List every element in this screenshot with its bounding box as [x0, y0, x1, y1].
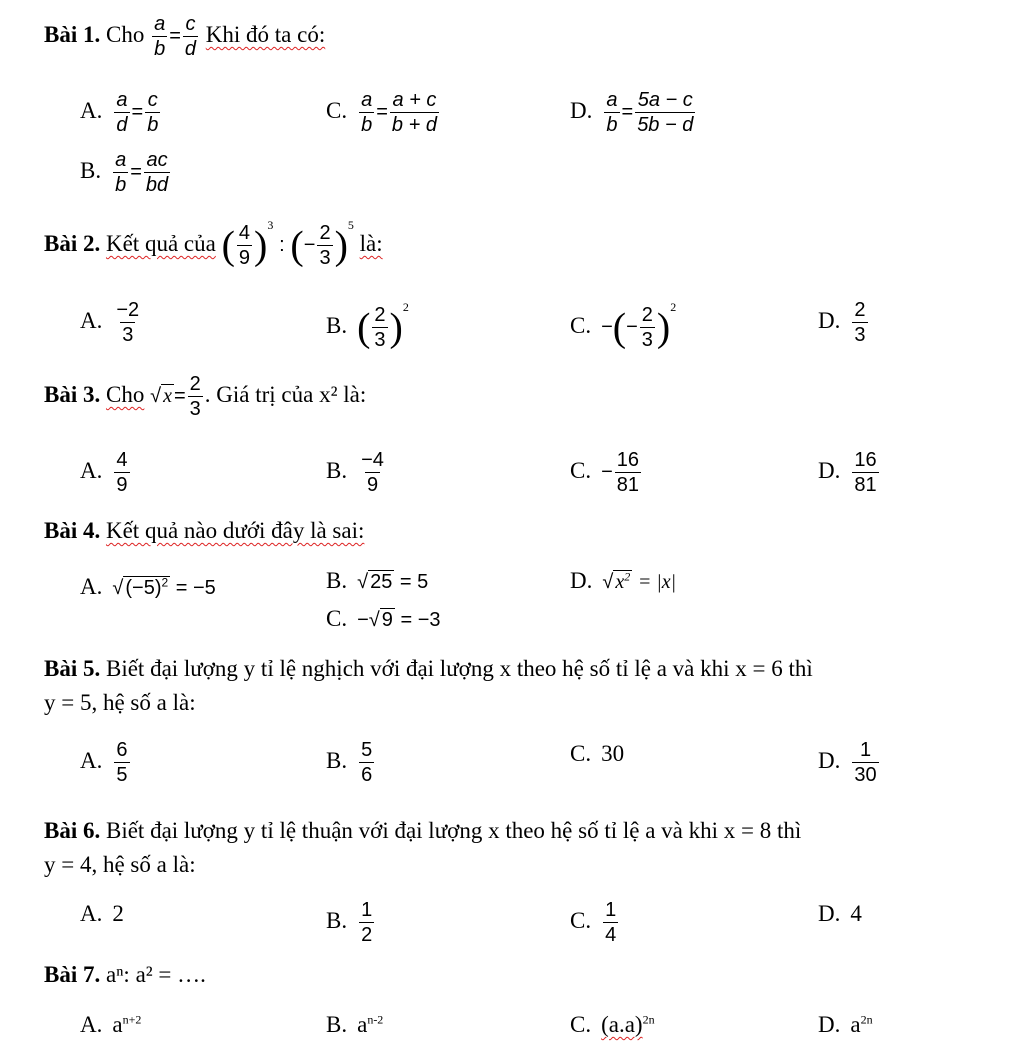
q4-text: Kết quả nào dưới đây là sai: [105, 518, 365, 543]
q7-text: aⁿ: a² = …. [105, 962, 206, 987]
q3-option-c[interactable]: C. − $\frac{16}{81}$ [570, 449, 640, 496]
q6-line2: y = 4, hệ số a là: [44, 852, 196, 877]
q6-option-d[interactable]: D. 4 [818, 901, 862, 926]
q5-option-b[interactable]: B. $\frac{5}{6}$ [326, 739, 373, 786]
q4-option-b[interactable]: B. √ 25 = 5 [326, 568, 429, 593]
q7-header [44, 962, 206, 988]
q6-header [44, 818, 801, 844]
q1-text-b: Khi đó ta có: [205, 21, 326, 47]
q5-line2: y = 5, hệ số a là: [44, 690, 196, 715]
q7-option-b[interactable]: B. $a^{n-2}$ [326, 1012, 384, 1037]
q5-line1: Biết đại lượng y tỉ lệ nghịch với đại lượng x theo hệ số tỉ lệ a và khi x = 6 thì [105, 656, 813, 681]
q2-option-d[interactable]: D. $\frac{2}{3}$ [818, 299, 866, 346]
q5-option-c[interactable]: C. 30 [570, 741, 625, 766]
q2-option-c[interactable]: C. −(− $\frac{2}{3}$ )$^2$ [570, 300, 677, 352]
q1-option-b[interactable]: B. $\frac{a}{b}$ = $\frac{ac}{bd}$ [80, 149, 169, 196]
q1-option-a[interactable]: A. $\frac{a}{d}$ = $\frac{c}{b}$ [80, 89, 159, 136]
q4-option-a[interactable]: A. √ $(-5)^2 = -5$ [80, 574, 216, 599]
q5-header [44, 656, 813, 682]
q7-title: Bài 7. [44, 962, 101, 987]
q2-option-a[interactable]: A. $\frac{-2}{3}$ [80, 299, 140, 346]
q1-header [44, 14, 325, 59]
q3-header: Bài 3. Cho √ x = $\frac{2}{3}$ . Giá trị của x² là: [44, 373, 367, 420]
q4-option-c[interactable]: C. −√ 9 = −3 [326, 606, 441, 631]
q1-title: Bài 1. [44, 21, 101, 47]
q4-header [44, 518, 364, 544]
q3-option-a[interactable]: A. $\frac{4}{9}$ [80, 449, 128, 496]
q3-option-d[interactable]: D. $\frac{16}{81}$ [818, 449, 877, 496]
q6-title: Bài 6. [44, 818, 101, 843]
q3-option-b[interactable]: B. $\frac{-4}{9}$ [326, 449, 384, 496]
q6-line1: Biết đại lượng y tỉ lệ thuận với đại lượng x theo hệ số tỉ lệ a và khi x = 8 thì [105, 818, 802, 843]
q3-text-a: Cho [105, 381, 145, 407]
q4-title: Bài 4. [44, 518, 101, 543]
q1-eq: = [169, 24, 181, 47]
q6-option-a[interactable]: A. 2 [80, 901, 124, 926]
q1-frac-a-b: $\frac{a}{b}$ [154, 13, 166, 60]
q1-frac-c-d: $\frac{c}{d}$ [184, 13, 197, 60]
q2-header: Bài 2. Kết quả của ( $\frac{4}{9}$ )$^3$ : (− $\frac{2}{3}$ )$^5$ là: [44, 218, 383, 270]
q7-option-c[interactable]: C. $(a.a)^{2n}$ [570, 1012, 655, 1037]
q4-option-d[interactable]: D. √ $x^2 = |x|$ [570, 568, 677, 593]
q5-option-d[interactable]: D. $\frac{1}{30}$ [818, 739, 877, 786]
q1-option-c[interactable]: C. $\frac{a}{b}$ = $\frac{a + c}{b + d}$ [326, 89, 437, 136]
q1-text-a: Cho [105, 21, 145, 47]
q6-option-c[interactable]: C. $\frac{1}{4}$ [570, 899, 617, 946]
q7-option-d[interactable]: D. $a^{2n}$ [818, 1012, 873, 1037]
q2-title: Bài 2. [44, 231, 101, 256]
q1-option-d[interactable]: D. $\frac{a}{b}$ = $\frac{5a - c}{5b - d}$ [570, 89, 694, 136]
q2-text-a: Kết quả của [105, 231, 216, 256]
q5-option-a[interactable]: A. $\frac{6}{5}$ [80, 739, 128, 786]
q6-option-b[interactable]: B. $\frac{1}{2}$ [326, 899, 373, 946]
q7-option-a[interactable]: A. $a^{n+2}$ [80, 1012, 142, 1037]
q2-text-b: là: [359, 231, 383, 256]
q3-text-b: . Giá trị của x² là: [204, 381, 367, 407]
q5-title: Bài 5. [44, 656, 101, 681]
q2-option-b[interactable]: B. ( $\frac{2}{3}$ )$^2$ [326, 300, 409, 352]
q3-title: Bài 3. [44, 381, 101, 407]
